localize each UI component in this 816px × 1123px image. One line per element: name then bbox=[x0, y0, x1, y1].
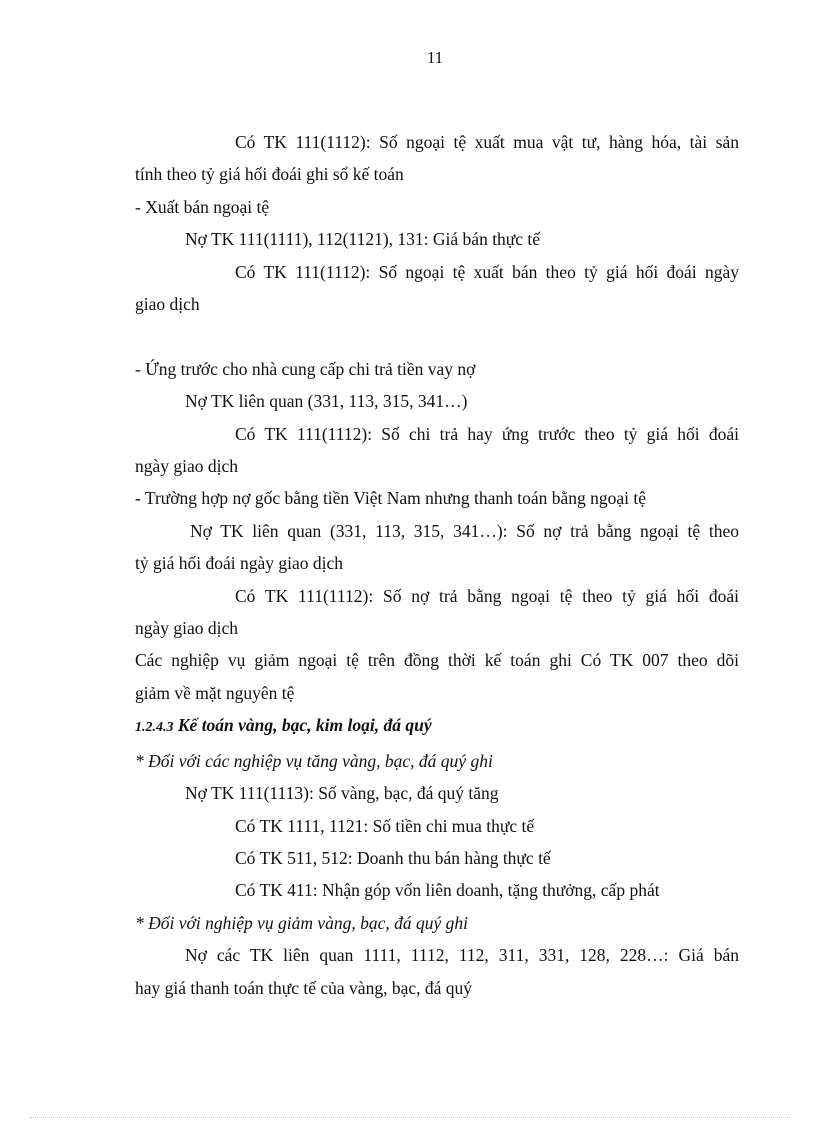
page-body bbox=[135, 126, 739, 1004]
text-line: Nợ TK 111(1111), 112(1121), 131: Giá bán thực tế bbox=[185, 229, 541, 250]
text-line: Có TK 111(1112): Số ngoại tệ xuất bán theo tỷ giá hối đoái ngày bbox=[235, 261, 739, 282]
text-line: Có TK 111(1112): Số nợ trả bằng ngoại tệ theo tỷ giá hối đoái bbox=[235, 585, 739, 606]
text-line: tính theo tỷ giá hối đoái ghi sổ kế toán bbox=[135, 164, 404, 185]
section-heading bbox=[135, 709, 739, 744]
section-title: Kế toán vàng, bạc, kim loại, đá quý bbox=[177, 715, 432, 736]
text-line: hay giá thanh toán thực tế của vàng, bạc, đá quý bbox=[135, 977, 473, 998]
text-line: * Đối với các nghiệp vụ tăng vàng, bạc, đá quý ghi bbox=[135, 750, 493, 771]
text-line: Nợ TK liên quan (331, 113, 315, 341…): Số nợ trả bằng ngoại tệ theo bbox=[190, 520, 739, 541]
text-line: * Đối với nghiệp vụ giảm vàng, bạc, đá quý ghi bbox=[135, 912, 469, 933]
page-bottom-rule bbox=[30, 1117, 790, 1118]
text-line: tỷ giá hối đoái ngày giao dịch bbox=[135, 553, 344, 574]
text-line: giảm về mặt nguyên tệ bbox=[135, 682, 295, 703]
text-line: Có TK 1111, 1121: Số tiền chi mua thực tế bbox=[235, 815, 535, 836]
text-line: Có TK 511, 512: Doanh thu bán hàng thực tế bbox=[235, 847, 551, 868]
text-line: - Ứng trước cho nhà cung cấp chi trả tiền vay nợ bbox=[135, 358, 476, 379]
page-number: 11 bbox=[426, 48, 444, 67]
blank-line bbox=[135, 320, 739, 352]
text-line: Nợ TK 111(1113): Số vàng, bạc, đá quý tăng bbox=[185, 783, 499, 804]
section-number: 1.2.4.3 bbox=[135, 720, 174, 736]
text-line: ngày giao dịch bbox=[135, 456, 239, 477]
text-line: giao dịch bbox=[135, 294, 200, 315]
text-line: - Trường hợp nợ gốc bằng tiền Việt Nam nhưng thanh toán bằng ngoại tệ bbox=[135, 488, 646, 509]
text-line: Nợ TK liên quan (331, 113, 315, 341…) bbox=[185, 391, 468, 412]
text-line: - Xuất bán ngoại tệ bbox=[135, 196, 270, 217]
text-line: Có TK 411: Nhận góp vốn liên doanh, tặng thưởng, cấp phát bbox=[235, 880, 660, 901]
text-line: Nợ các TK liên quan 1111, 1112, 112, 311, 331, 128, 228…: Giá bán bbox=[185, 945, 739, 966]
text-line: Có TK 111(1112): Số ngoại tệ xuất mua vật tư, hàng hóa, tài sản bbox=[235, 132, 739, 152]
text-line: Các nghiệp vụ giảm ngoại tệ trên đồng thời kế toán ghi Có TK 007 theo dõi bbox=[135, 650, 739, 671]
text-line: Có TK 111(1112): Số chi trả hay ứng trước theo tỷ giá hối đoái bbox=[235, 423, 739, 444]
text-line: ngày giao dịch bbox=[135, 618, 239, 639]
